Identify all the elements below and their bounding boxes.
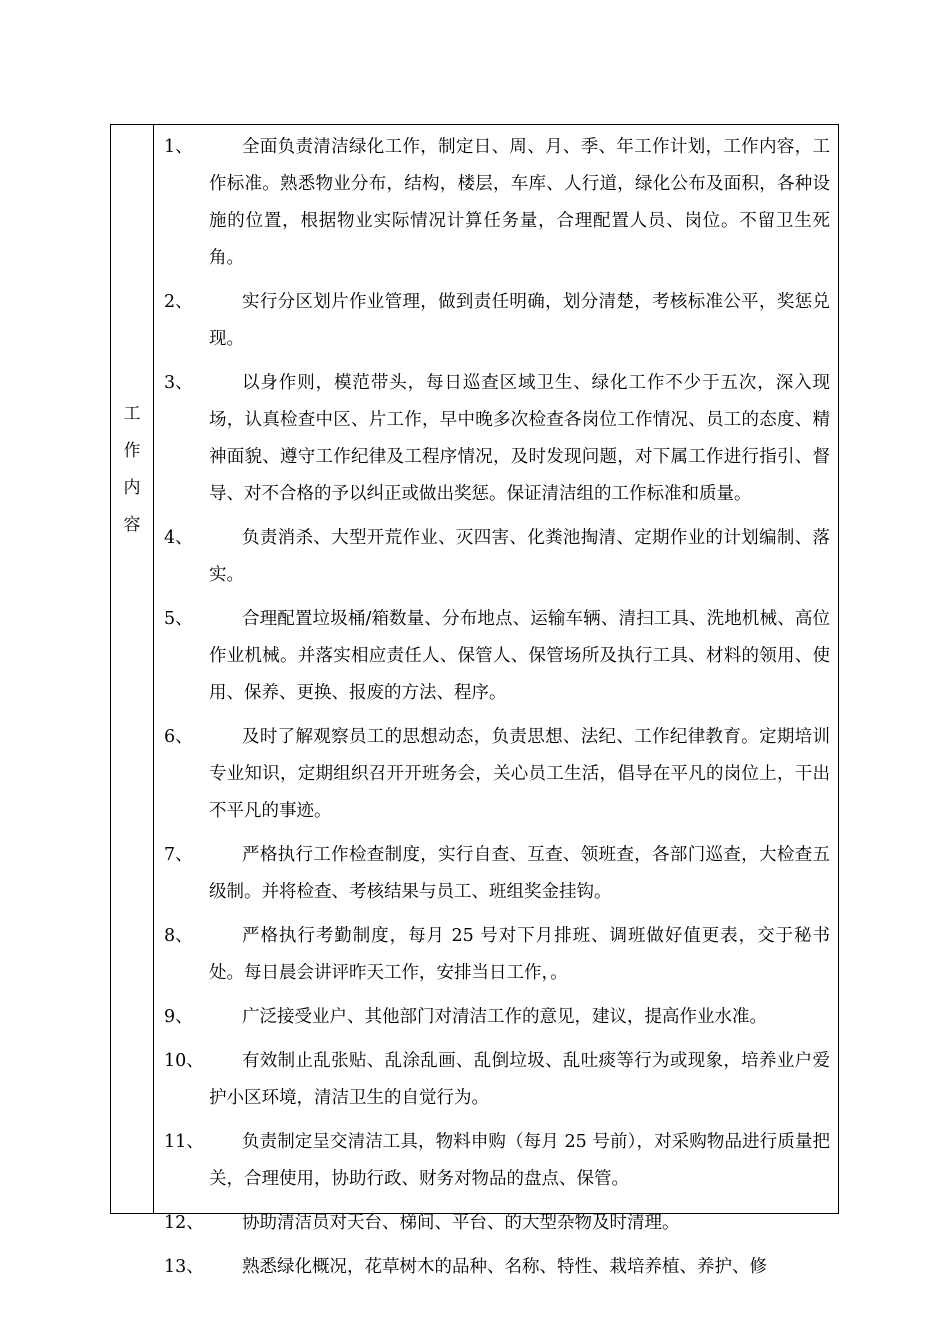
list-item bbox=[154, 1124, 838, 1198]
list-item bbox=[154, 719, 838, 830]
item-text: 严格执行工作检查制度，实行自查、互查、领班查，各部门巡查，大检查五级制。并将检查、考核结果与员工、班组奖金挂钩。 bbox=[209, 845, 830, 902]
item-text: 全面负责清洁绿化工作，制定日、周、月、季、年工作计划，工作内容，工作标准。熟悉物业分布，结构，楼层，车库、人行道，绿化公布及面积，各种设施的位置，根据物业实际情况计算任务量，合理配置人员、岗位。不留卫生死角。 bbox=[209, 137, 830, 268]
list-item bbox=[154, 918, 838, 992]
item-text: 负责消杀、大型开荒作业、灭四害、化粪池掏清、定期作业的计划编制、落实。 bbox=[209, 528, 830, 585]
item-number: 3、 bbox=[164, 373, 193, 393]
item-text: 实行分区划片作业管理，做到责任明确，划分清楚，考核标准公平，奖惩兑现。 bbox=[209, 292, 830, 349]
list-item bbox=[154, 1205, 838, 1242]
row-label bbox=[111, 396, 153, 544]
list-item bbox=[154, 284, 838, 358]
item-text: 及时了解观察员工的思想动态，负责思想、法纪、工作纪律教育。定期培训专业知识，定期组织召开开班务会，关心员工生活，倡导在平凡的岗位上，干出不平凡的事迹。 bbox=[209, 727, 830, 821]
list-item bbox=[154, 1043, 838, 1117]
item-number: 6、 bbox=[164, 727, 193, 747]
list-item bbox=[154, 601, 838, 712]
list-item bbox=[154, 999, 838, 1036]
list-item bbox=[154, 837, 838, 911]
item-number: 5、 bbox=[164, 609, 193, 629]
item-number: 9、 bbox=[164, 1007, 193, 1027]
label-char: 容 bbox=[123, 515, 141, 535]
item-text: 协助清洁员对天台、梯间、平台、的大型杂物及时清理。 bbox=[242, 1213, 680, 1233]
item-number: 10、 bbox=[164, 1051, 204, 1071]
content-cell bbox=[154, 125, 838, 1277]
item-text: 严格执行考勤制度，每月 25 号对下月排班、调班做好值更表，交于秘书处。每日晨会讲评昨天工作，安排当日工作，。 bbox=[209, 926, 830, 983]
duty-table bbox=[110, 124, 839, 1277]
list-item bbox=[154, 365, 838, 513]
label-char: 工 bbox=[123, 404, 141, 424]
list-item bbox=[154, 129, 838, 277]
row-label-cell bbox=[111, 125, 154, 1213]
list-item bbox=[154, 1249, 838, 1286]
item-number: 11、 bbox=[164, 1132, 204, 1152]
item-text: 负责制定呈交清洁工具，物料申购（每月 25 号前），对采购物品进行质量把关，合理使用，协助行政、财务对物品的盘点、保管。 bbox=[209, 1132, 830, 1189]
item-number: 7、 bbox=[164, 845, 193, 865]
item-text: 熟悉绿化概况，花草树木的品种、名称、特性、栽培养植、养护、修 bbox=[242, 1257, 767, 1277]
item-text: 以身作则，模范带头，每日巡查区域卫生、绿化工作不少于五次，深入现场，认真检查中区、片工作，早中晚多次检查各岗位工作情况、员工的态度、精神面貌、遵守工作纪律及工程序情况，及时发现问题，对下属工作进行指引、督导、对不合格的予以纠正或做出奖惩。保证清洁组的工作标准和质量。 bbox=[209, 373, 830, 504]
list-item bbox=[154, 520, 838, 594]
item-number: 1、 bbox=[164, 137, 193, 157]
item-number: 2、 bbox=[164, 292, 193, 312]
label-char: 内 bbox=[123, 478, 141, 498]
item-number: 12、 bbox=[164, 1213, 204, 1233]
label-char: 作 bbox=[123, 441, 141, 461]
item-number: 13、 bbox=[164, 1257, 204, 1277]
item-text: 合理配置垃圾桶/箱数量、分布地点、运输车辆、清扫工具、洗地机械、高位作业机械。并落实相应责任人、保管人、保管场所及执行工具、材料的领用、使用、保养、更换、报废的方法、程序。 bbox=[209, 609, 830, 703]
item-text: 有效制止乱张贴、乱涂乱画、乱倒垃圾、乱吐痰等行为或现象，培养业户爱护小区环境，清洁卫生的自觉行为。 bbox=[209, 1051, 830, 1108]
item-number: 8、 bbox=[164, 926, 193, 946]
item-text: 广泛接受业户、其他部门对清洁工作的意见，建议，提高作业水准。 bbox=[242, 1007, 767, 1027]
item-number: 4、 bbox=[164, 528, 193, 548]
